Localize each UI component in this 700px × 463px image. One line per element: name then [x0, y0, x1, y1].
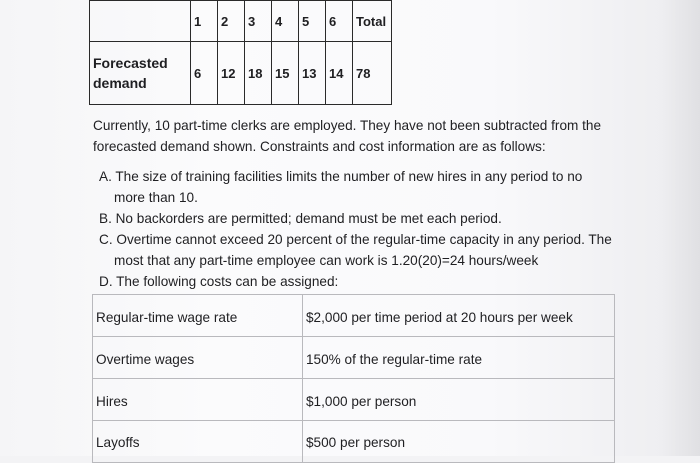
demand-value: 6 — [191, 42, 218, 105]
table-row — [93, 337, 615, 379]
demand-value: 18 — [245, 42, 272, 105]
period-header: 2 — [218, 1, 245, 42]
period-header: 5 — [299, 1, 326, 42]
constraints-list — [99, 166, 629, 292]
cost-value: 150% of the regular-time rate — [303, 337, 615, 379]
table-row — [90, 42, 392, 105]
demand-total: 78 — [353, 42, 392, 105]
cost-item: Overtime wages — [93, 337, 303, 379]
cost-value: $2,000 per time period at 20 hours per week — [303, 295, 615, 337]
cost-item: Regular-time wage rate — [93, 295, 303, 337]
list-item — [99, 208, 629, 229]
list-item-line: D. The following costs can be assigned: — [99, 274, 339, 289]
list-item-line: C. Overtime cannot exceed 20 percent of the regular-time capacity in any period. The — [99, 232, 612, 247]
period-header: 1 — [191, 1, 218, 42]
page-edge-shadow — [660, 0, 700, 456]
cost-value: $500 per person — [303, 421, 615, 463]
list-item-line: most that any part-time employee can work is 1.20(20)=24 hours/week — [114, 253, 539, 268]
list-item — [99, 271, 629, 292]
forecast-demand-table — [89, 0, 392, 105]
cost-value: $1,000 per person — [303, 379, 615, 421]
demand-value: 13 — [299, 42, 326, 105]
period-header: 4 — [272, 1, 299, 42]
demand-value: 15 — [272, 42, 299, 105]
list-item — [99, 166, 629, 208]
cost-item: Layoffs — [93, 421, 303, 463]
period-header: 6 — [326, 1, 353, 42]
list-item-line: A. The size of training facilities limits the number of new hires in any period to no — [99, 169, 583, 184]
table-row — [93, 379, 615, 421]
period-header: 3 — [245, 1, 272, 42]
demand-value: 14 — [326, 42, 353, 105]
costs-table — [92, 294, 615, 463]
list-item-line: more than 10. — [114, 190, 198, 205]
row-label: Forecasted demand — [90, 42, 191, 105]
list-item-line: B. No backorders are permitted; demand must be met each period. — [99, 211, 502, 226]
header-empty-cell — [90, 1, 191, 42]
table-row — [93, 295, 615, 337]
total-header: Total — [353, 1, 392, 42]
list-item — [99, 229, 629, 271]
demand-value: 12 — [218, 42, 245, 105]
intro-paragraph: Currently, 10 part-time clerks are employed. They have not been subtracted from the forecasted demand shown. Constraints and cost information are as follows: — [93, 118, 601, 154]
table-header-row — [90, 1, 392, 42]
cost-item: Hires — [93, 379, 303, 421]
table-row — [93, 421, 615, 463]
